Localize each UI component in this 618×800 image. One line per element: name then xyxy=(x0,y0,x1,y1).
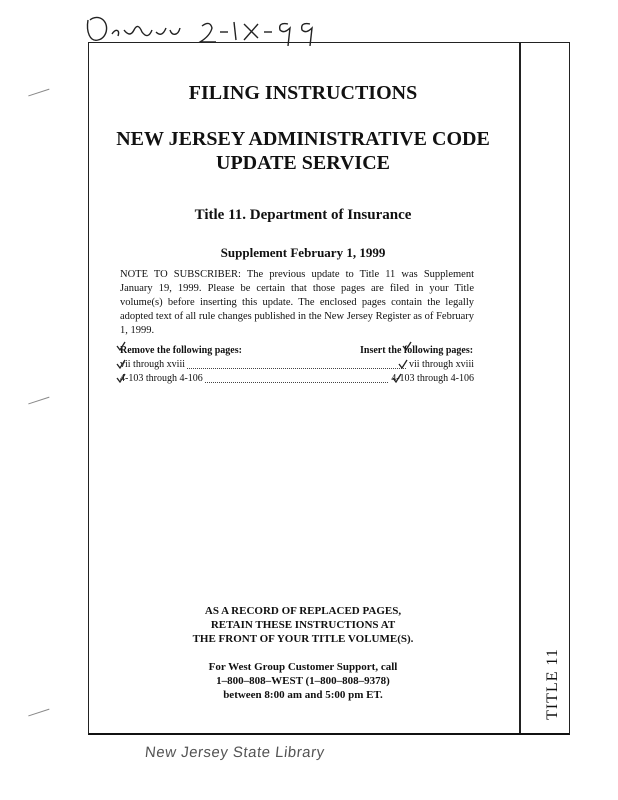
page-row xyxy=(120,359,474,373)
filing-instructions-heading: FILING INSTRUCTIONS xyxy=(188,82,418,104)
check-mark-icon xyxy=(398,359,408,369)
insert-range: vii through xviii xyxy=(409,359,474,370)
note-to-subscriber: NOTE TO SUBSCRIBER: The previous update to Title 11 was Supplement January 19, 1999. Please be certain that those pages are filed in your Title volume(s) before inserting this update. The enclosed pages contain the legally adopted text of all rule changes published in the New Jersey Register as of February 1, 1999. xyxy=(120,269,474,336)
insert-pages-heading: Insert the following pages: xyxy=(360,345,474,356)
scan-edge-mark xyxy=(28,89,50,98)
check-mark-icon xyxy=(116,359,126,369)
retain-line-1: AS A RECORD OF REPLACED PAGES, xyxy=(204,605,402,617)
check-mark-icon xyxy=(402,341,412,351)
retain-instructions xyxy=(88,604,518,646)
code-title-line-2: UPDATE SERVICE xyxy=(216,152,390,174)
title-tab xyxy=(541,633,567,743)
page-row xyxy=(120,373,474,387)
title-tab-divider xyxy=(519,43,521,733)
scan-edge-mark xyxy=(28,397,50,406)
customer-support xyxy=(88,660,518,702)
title-tab-label: TITLE 11 xyxy=(544,648,561,720)
code-title xyxy=(88,127,518,175)
check-mark-icon xyxy=(392,373,402,383)
scan-edge-mark xyxy=(28,709,50,718)
check-mark-icon xyxy=(116,373,126,383)
support-hours: between 8:00 am and 5:00 pm ET. xyxy=(223,689,383,701)
support-phone: 1–800–808–WEST (1–800–808–9378) xyxy=(216,675,390,687)
code-title-line-1: NEW JERSEY ADMINISTRATIVE CODE xyxy=(116,128,490,150)
library-stamp: New Jersey State Library xyxy=(144,744,326,761)
support-line-1: For West Group Customer Support, call xyxy=(208,661,398,673)
retain-line-3: THE FRONT OF YOUR TITLE VOLUME(S). xyxy=(192,633,414,645)
supplement-date: Supplement February 1, 1999 xyxy=(220,245,386,260)
retain-line-2: RETAIN THESE INSTRUCTIONS AT xyxy=(210,619,396,631)
handwritten-date-annotation xyxy=(84,12,324,46)
remove-range: vii through xviii xyxy=(120,359,185,370)
remove-pages-heading: Remove the following pages: xyxy=(120,345,242,356)
department-title: Title 11. Department of Insurance xyxy=(194,207,412,223)
remove-range: 4-103 through 4-106 xyxy=(120,373,203,384)
check-mark-icon xyxy=(116,341,126,351)
insert-range: 4-103 through 4-106 xyxy=(391,373,474,384)
